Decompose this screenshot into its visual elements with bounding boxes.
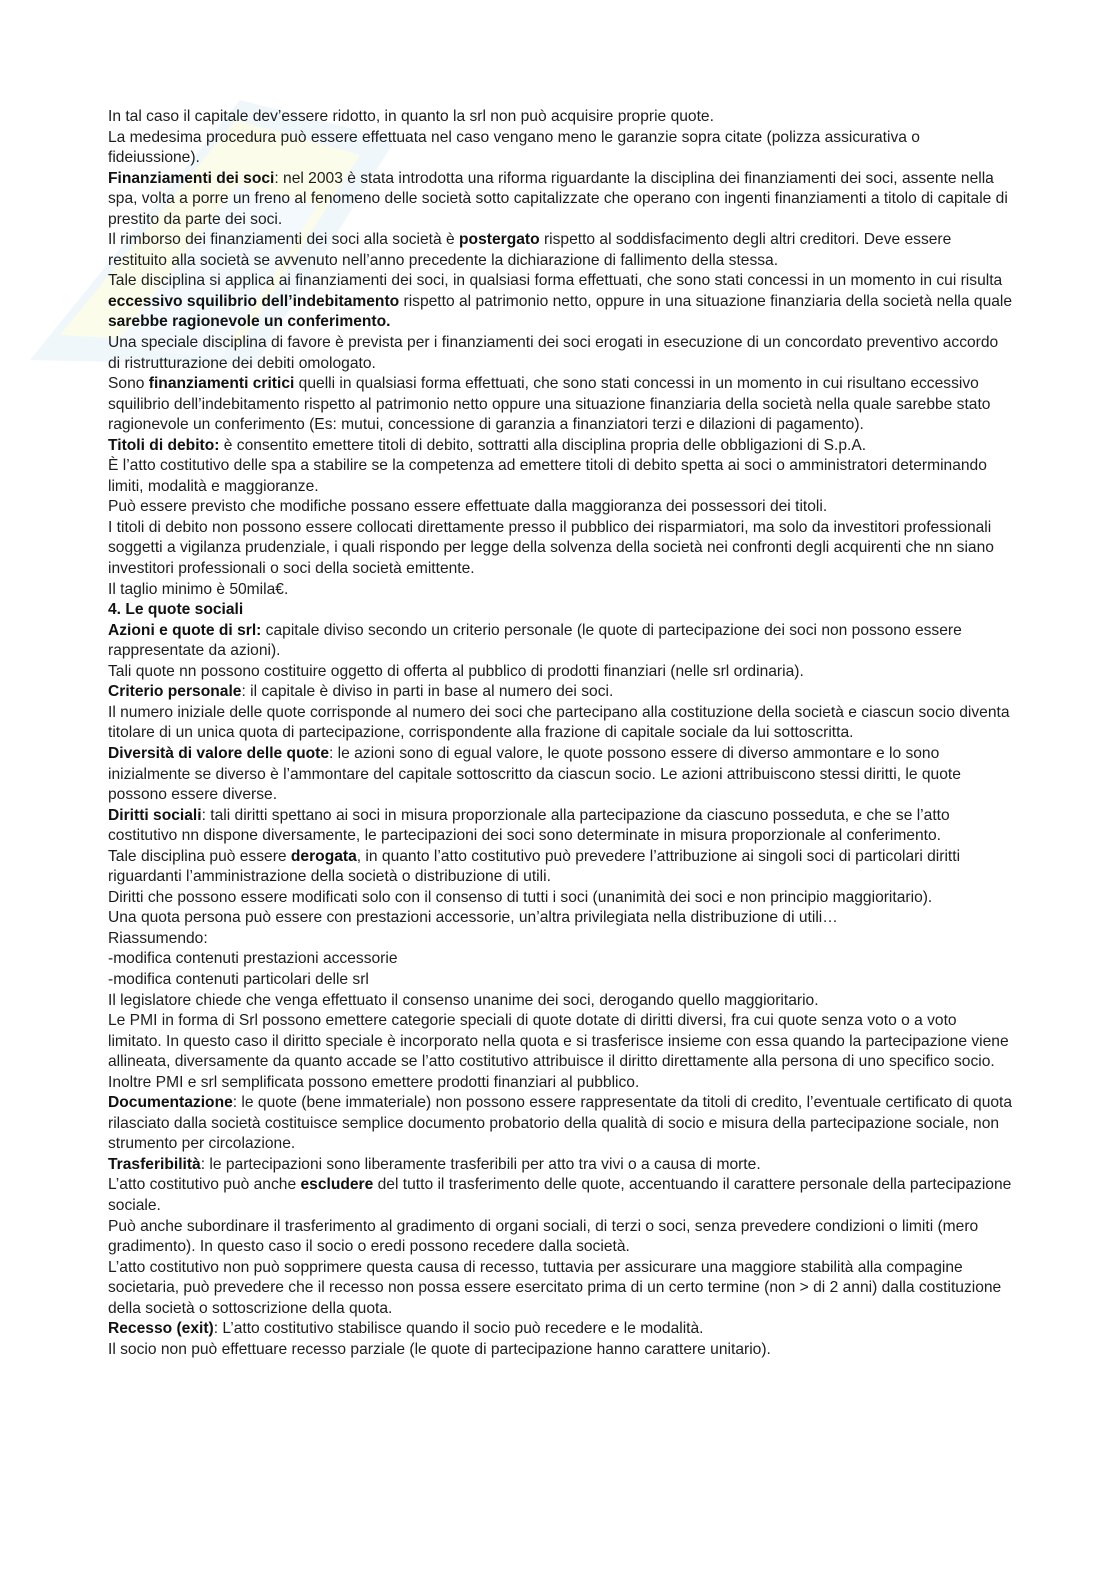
paragraph [108, 1258, 1013, 1320]
paragraph [108, 1011, 1013, 1073]
text: Il rimborso dei finanziamenti dei soci alla società è [108, 231, 460, 249]
bold-text: Recesso (exit) [108, 1320, 214, 1338]
text: quelli in qualsiasi forma effettuati, che sono stati concessi in un momento in cui risultano eccessivo squilibrio dell’indebitamento rispetto al patrimonio netto oppure una situazione finanziaria della società nella quale sarebbe stato ragionevole un conferimento (Es: mutui, concessione di garanzia a finanziatori terzi e dilazioni di pagamento). [108, 375, 991, 434]
text: L’atto costitutivo può anche [108, 1176, 301, 1194]
paragraph [108, 908, 1013, 929]
text: Tali quote nn possono costituire oggetto di offerta al pubblico di prodotti finanziari (nelle srl ordinaria). [108, 662, 804, 680]
paragraph [108, 847, 1013, 888]
paragraph [108, 806, 1013, 847]
paragraph [108, 744, 1013, 806]
paragraph [108, 374, 1013, 436]
text: Il socio non può effettuare recesso parziale (le quote di partecipazione hanno carattere unitario). [108, 1340, 771, 1358]
paragraph [108, 662, 1013, 683]
text: , in quanto l’atto costitutivo può prevedere l’attribuzione ai singoli soci di particolari diritti riguardanti l’amministrazione della società o distribuzione di utili. [108, 847, 961, 886]
bold-text: Trasferibilità [108, 1155, 201, 1173]
paragraph [108, 682, 1013, 703]
bold-text: Diritti sociali [108, 806, 202, 824]
paragraph [108, 600, 1013, 621]
bold-text: Azioni e quote di srl: [108, 621, 262, 639]
bold-text: finanziamenti critici [148, 375, 295, 393]
paragraph [108, 436, 1013, 457]
text: La medesima procedura può essere effettuata nel caso vengano meno le garanzie sopra citate (polizza assicurativa o fideiussione). [108, 128, 920, 167]
bold-text: postergato [459, 231, 540, 249]
text: -modifica contenuti particolari delle srl [108, 970, 369, 988]
text: del tutto il trasferimento delle quote, accentuando il carattere personale della partecipazione sociale. [108, 1176, 1012, 1214]
paragraph [108, 169, 1013, 231]
paragraph [108, 128, 1013, 169]
paragraph [108, 703, 1013, 744]
paragraph [108, 888, 1013, 909]
text: In tal caso il capitale dev’essere ridotto, in quanto la srl non può acquisire proprie quote. [108, 108, 714, 125]
text: Il numero iniziale delle quote corrisponde al numero dei soci che partecipano alla costituzione della società e ciascun socio diventa titolare di un unica quota di partecipazione, corrispondente alla frazione di capitale sociale da lui sottoscritta. [108, 703, 1010, 742]
text: Inoltre PMI e srl semplificata possono emettere prodotti finanziari al pubblico. [108, 1073, 640, 1091]
paragraph [108, 1093, 1013, 1155]
text: : le azioni sono di egual valore, le quote possono essere di diverso ammontare e lo sono inizialmente se diverso è l’ammontare del capitale sottoscritto da ciascun socio. Le azioni attribuiscono stessi diritti, le quote possono essere diverse. [108, 744, 961, 804]
paragraph [108, 333, 1013, 374]
bold-text: Criterio personale [108, 683, 242, 701]
text: Una speciale disciplina di favore è prevista per i finanziamenti dei soci erogati in esecuzione di un concordato preventivo accordo di ristrutturazione dei debiti omologato. [108, 334, 999, 372]
text: L’atto costitutivo non può sopprimere questa causa di recesso, tuttavia per assicurare una maggiore stabilità alla compagine societaria, può prevedere che il recesso non possa essere esercitato prima di un certo termine (non > di 2 anni) dalla costituzione della società o sottoscrizione della quota. [108, 1258, 1002, 1317]
paragraph [108, 970, 1013, 991]
text: Può anche subordinare il trasferimento al gradimento di organi sociali, di terzi o soci, senza prevedere condizioni o limiti (mero gradimento). In questo caso il socio o eredi possono recedere dalla società. [108, 1217, 979, 1256]
bold-text: Documentazione [108, 1094, 233, 1112]
text: Il legislatore chiede che venga effettuato il consenso unanime dei soci, derogando quello maggioritario. [108, 991, 819, 1009]
paragraph [108, 1073, 1013, 1094]
bold-text: escludere [300, 1176, 374, 1194]
text: Riassumendo: [108, 929, 208, 947]
paragraph [108, 1155, 1013, 1176]
text: : tali diritti spettano ai soci in misura proporzionale alla partecipazione da ciascuno posseduta, e che se l’atto costitutivo nn dispone diversamente, le partecipazioni dei soci sono determinate in misura proporzionale al conferimento. [108, 806, 950, 845]
paragraph [108, 271, 1013, 333]
text: Il taglio minimo è 50mila€. [108, 580, 289, 598]
paragraph [108, 456, 1013, 497]
text: I titoli di debito non possono essere collocati direttamente presso il pubblico dei risparmiatori, ma solo da investitori professionali soggetti a vigilanza prudenziale, i quali rispondo per legge della solvenza della società nei confronti degli acquirenti che nn siano investitori professionali o soci della società emittente. [108, 518, 994, 578]
text: è consentito emettere titoli di debito, sottratti alla disciplina propria delle obbligazioni di S.p.A. [219, 436, 867, 454]
bold-text: Titoli di debito: [108, 436, 220, 454]
paragraph [108, 1175, 1013, 1216]
paragraph [108, 949, 1013, 970]
paragraph [108, 929, 1013, 950]
paragraph [108, 991, 1013, 1012]
text: Sono [108, 375, 149, 393]
paragraph [108, 1217, 1013, 1258]
text: : L’atto costitutivo stabilisce quando il socio può recedere e le modalità. [213, 1320, 704, 1338]
bold-text: Finanziamenti dei soci [108, 169, 275, 187]
bold-text: sarebbe ragionevole un conferimento. [108, 313, 391, 331]
text: rispetto al soddisfacimento degli altri creditori. Deve essere restituito alla società se avvenuto nell’anno precedente la dichiarazione di fallimento della stessa. [108, 231, 952, 269]
bold-text: 4. Le quote sociali [108, 601, 244, 619]
text: Tale disciplina si applica ai finanziamenti dei soci, in qualsiasi forma effettuati, che sono stati concessi in un momento in cui risulta [108, 272, 1003, 290]
bold-text: derogata [290, 847, 357, 865]
text: capitale diviso secondo un criterio personale (le quote di partecipazione dei soci non possono essere rappresentate da azioni). [108, 621, 962, 660]
bold-text: eccessivo squilibrio dell’indebitamento [108, 292, 400, 310]
text: Diritti che possono essere modificati solo con il consenso di tutti i soci (unanimità dei soci e non principio maggioritario). [108, 888, 933, 906]
paragraph [108, 621, 1013, 662]
paragraph [108, 1319, 1013, 1340]
text: Tale disciplina può essere [108, 847, 291, 865]
text: : le partecipazioni sono liberamente trasferibili per atto tra vivi o a causa di morte. [200, 1155, 761, 1173]
paragraph [108, 497, 1013, 518]
text: : nel 2003 è stata introdotta una riforma riguardante la disciplina dei finanziamenti dei soci, assente nella spa, volta a porre un freno al fenomeno delle società sotto capitalizzate che operano con ingenti finanziamenti a titolo di capitale di prestito da parte dei soci. [108, 169, 1008, 228]
text: Può essere previsto che modifiche possano essere effettuate dalla maggioranza dei possessori dei titoli. [108, 498, 828, 516]
text: Le PMI in forma di Srl possono emettere categorie speciali di quote dotate di diritti diversi, fra cui quote senza voto o a voto limitato. In questo caso il diritto speciale è incorporato nella quota e si trasferisce insieme con essa quando la partecipazione viene allineata, diversamente da quanto accade se l’atto costitutivo attribuisce il diritto direttamente alla persona di uno specifico socio. [108, 1012, 1009, 1071]
text: : il capitale è diviso in parti in base al numero dei soci. [241, 683, 614, 701]
paragraph [108, 580, 1013, 601]
text: : le quote (bene immateriale) non possono essere rappresentate da titoli di credito, l’eventuale certificato di quota rilasciato dalla società costituisce semplice documento probatorio della qualità di socio e misura della partecipazione sociale, non strumento per circolazione. [108, 1094, 1013, 1153]
document-body [108, 107, 1013, 1360]
text: rispetto al patrimonio netto, oppure in una situazione finanziaria della società nella quale [399, 292, 1013, 310]
paragraph [108, 230, 1013, 271]
text: -modifica contenuti prestazioni accessorie [108, 950, 398, 968]
paragraph [108, 1340, 1013, 1361]
bold-text: Diversità di valore delle quote [108, 744, 329, 762]
text: È l’atto costitutivo delle spa a stabilire se la competenza ad emettere titoli di debito spetta ai soci o amministratori determinando limiti, modalità e maggioranze. [108, 457, 987, 495]
paragraph [108, 518, 1013, 580]
paragraph [108, 107, 1013, 128]
text: Una quota persona può essere con prestazioni accessorie, un’altra privilegiata nella distribuzione di utili… [108, 909, 838, 927]
